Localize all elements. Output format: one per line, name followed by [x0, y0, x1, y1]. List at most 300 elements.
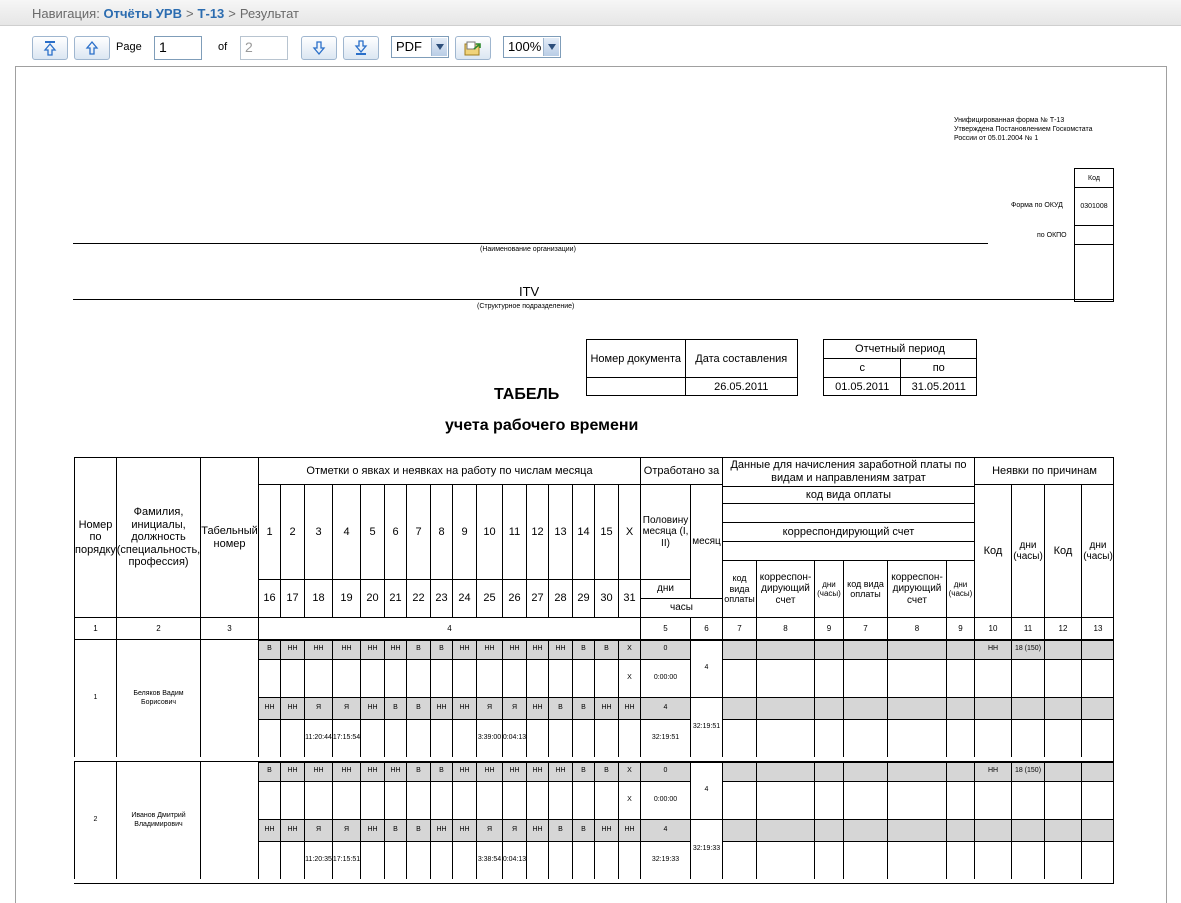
absence-cell	[1081, 639, 1114, 659]
header-day: 15	[594, 484, 618, 579]
day-mark: Я	[304, 697, 332, 719]
day-mark: 11:20:44	[304, 719, 332, 757]
pay-cell	[814, 697, 843, 719]
day-mark	[594, 719, 618, 757]
pay-cell	[843, 781, 887, 819]
header-pay-sub: код вида оплаты	[722, 560, 756, 617]
header-pay-sub: код вида оплаты	[843, 560, 887, 617]
pay-cell	[887, 719, 946, 757]
day-mark: НН	[502, 761, 526, 781]
report-frame-right	[1166, 66, 1167, 903]
org-line	[73, 243, 988, 244]
day-mark: В	[258, 761, 280, 781]
last-page-icon	[354, 40, 368, 56]
half-hours: 0:00:00	[640, 781, 690, 819]
header-day: 27	[526, 579, 548, 617]
employee-num: 2	[74, 761, 116, 879]
pay-cell	[722, 659, 756, 697]
column-number: 9	[946, 617, 974, 639]
absence-cell	[974, 781, 1011, 819]
day-mark: В	[406, 697, 430, 719]
day-mark	[548, 659, 572, 697]
day-mark	[526, 841, 548, 879]
absence-cell	[1081, 697, 1114, 719]
day-mark: НН	[526, 761, 548, 781]
day-mark: НН	[332, 639, 360, 659]
doc-date-value: 26.05.2011	[685, 378, 797, 396]
header-day: 6	[384, 484, 406, 579]
day-mark: НН	[618, 819, 640, 841]
day-mark	[332, 781, 360, 819]
half-days: 4	[640, 819, 690, 841]
employee-num: 1	[74, 639, 116, 757]
day-mark	[304, 781, 332, 819]
period-to-label: по	[901, 359, 977, 378]
day-mark	[526, 781, 548, 819]
pay-cell	[756, 781, 814, 819]
period-from-label: с	[824, 359, 901, 378]
table-right-border	[1113, 457, 1114, 883]
month-days: 4	[690, 761, 722, 819]
pay-cell	[843, 659, 887, 697]
header-pay-sub: дни (часы)	[946, 560, 974, 617]
header-day: 1	[258, 484, 280, 579]
day-mark	[280, 719, 304, 757]
day-mark: НН	[280, 639, 304, 659]
dept-name: ITV	[519, 284, 540, 299]
pay-cell	[722, 819, 756, 841]
absence-cell	[1044, 697, 1081, 719]
header-abs-days-2: дни (часы)	[1081, 484, 1114, 617]
zoom-select[interactable]	[503, 36, 561, 58]
period-from-value: 01.05.2011	[824, 378, 901, 396]
absence-cell	[1044, 639, 1081, 659]
pay-cell	[843, 841, 887, 879]
day-mark	[332, 659, 360, 697]
pay-cell	[843, 639, 887, 659]
employee-tab	[200, 639, 258, 757]
pay-cell	[814, 781, 843, 819]
day-mark	[406, 841, 430, 879]
first-page-button[interactable]	[32, 36, 68, 60]
absence-cell	[1044, 719, 1081, 757]
day-mark	[572, 781, 594, 819]
absence-cell	[1011, 781, 1044, 819]
column-number: 8	[756, 617, 814, 639]
employee-tab	[200, 761, 258, 879]
report-title: ТАБЕЛЬ	[494, 386, 560, 403]
day-mark	[502, 781, 526, 819]
document-box	[586, 339, 798, 396]
day-mark: НН	[526, 639, 548, 659]
export-format-value: PDF	[396, 39, 422, 54]
of-label: of	[218, 41, 228, 53]
day-mark: В	[384, 697, 406, 719]
half-days: 0	[640, 639, 690, 659]
month-days: 4	[690, 639, 722, 697]
day-mark: X	[618, 781, 640, 819]
day-mark: В	[406, 639, 430, 659]
day-mark: 3:39:00	[476, 719, 502, 757]
day-mark: НН	[452, 639, 476, 659]
day-mark	[526, 719, 548, 757]
breadcrumb-current: Результат	[239, 6, 299, 21]
page-label: Page	[116, 41, 142, 53]
column-number: 7	[843, 617, 887, 639]
header-day: 19	[332, 579, 360, 617]
day-mark	[258, 719, 280, 757]
day-mark	[452, 659, 476, 697]
day-mark	[258, 841, 280, 879]
header-day: 4	[332, 484, 360, 579]
header-day: 23	[430, 579, 452, 617]
day-mark	[430, 841, 452, 879]
day-mark: НН	[594, 819, 618, 841]
header-day: 26	[502, 579, 526, 617]
day-mark: Я	[332, 697, 360, 719]
day-mark	[594, 841, 618, 879]
day-mark: НН	[258, 819, 280, 841]
pay-cell	[887, 659, 946, 697]
header-day: 13	[548, 484, 572, 579]
report-toolbar	[0, 30, 1181, 66]
absence-cell	[1044, 659, 1081, 697]
pay-cell	[814, 761, 843, 781]
half-days: 0	[640, 761, 690, 781]
period-to-value: 31.05.2011	[901, 378, 977, 396]
column-number: 7	[722, 617, 756, 639]
pay-cell	[814, 841, 843, 879]
prev-page-button[interactable]	[74, 36, 110, 60]
day-mark: 0:04:13	[502, 841, 526, 879]
day-mark	[572, 719, 594, 757]
report-subtitle: учета рабочего времени	[445, 417, 639, 434]
pay-cell	[887, 761, 946, 781]
day-mark: НН	[476, 761, 502, 781]
pay-cell	[814, 659, 843, 697]
breadcrumb: Навигация: Отчёты УРВ > Т-13 > Результат	[0, 0, 1181, 26]
dept-line	[73, 299, 1114, 300]
pay-cell	[756, 761, 814, 781]
column-number: 9	[814, 617, 843, 639]
day-mark: В	[572, 697, 594, 719]
pay-cell	[814, 819, 843, 841]
half-hours: 32:19:33	[640, 841, 690, 879]
day-mark: В	[406, 761, 430, 781]
day-mark: 3:38:54	[476, 841, 502, 879]
day-mark: 17:15:51	[332, 841, 360, 879]
export-button[interactable]	[455, 36, 491, 60]
next-page-button[interactable]	[301, 36, 337, 60]
column-number: 6	[690, 617, 722, 639]
header-day: 29	[572, 579, 594, 617]
header-day: 14	[572, 484, 594, 579]
day-mark: НН	[430, 819, 452, 841]
header-month: месяц	[690, 484, 722, 598]
doc-number-label: Номер документа	[587, 340, 686, 378]
day-mark	[548, 719, 572, 757]
header-days: дни	[640, 579, 690, 598]
pay-cell	[946, 719, 974, 757]
absence-cell	[1081, 841, 1114, 879]
pay-cell	[946, 781, 974, 819]
absence-cell: НН	[974, 639, 1011, 659]
pay-cell	[756, 639, 814, 659]
breadcrumb-label: Навигация:	[32, 6, 100, 21]
total-pages-field: 2	[240, 36, 288, 60]
next-page-icon	[312, 40, 326, 56]
code-empty	[1075, 245, 1114, 302]
breadcrumb-link-t13[interactable]: Т-13	[197, 6, 225, 21]
header-day: 30	[594, 579, 618, 617]
header-num: Номер по порядку	[74, 457, 116, 617]
pay-cell	[887, 819, 946, 841]
half-days: 4	[640, 697, 690, 719]
day-mark	[360, 841, 384, 879]
dept-caption: (Структурное подразделение)	[477, 303, 575, 310]
pay-cell	[946, 761, 974, 781]
okpo-label: по ОКПО	[1037, 232, 1067, 239]
pay-cell	[843, 719, 887, 757]
pay-cell	[814, 719, 843, 757]
day-mark: В	[548, 697, 572, 719]
day-mark	[502, 659, 526, 697]
pay-cell	[946, 639, 974, 659]
day-mark: В	[572, 819, 594, 841]
header-x: X	[618, 484, 640, 579]
column-number: 5	[640, 617, 690, 639]
day-mark: В	[430, 761, 452, 781]
header-day: 10	[476, 484, 502, 579]
header-day: 5	[360, 484, 384, 579]
half-hours: 0:00:00	[640, 659, 690, 697]
absence-cell	[1011, 659, 1044, 697]
okud-value: 0301008	[1075, 188, 1114, 226]
header-day: 3	[304, 484, 332, 579]
pay-cell	[887, 841, 946, 879]
pay-cell	[843, 761, 887, 781]
header-day: 7	[406, 484, 430, 579]
day-mark: 0:04:13	[502, 719, 526, 757]
page-number-input[interactable]: 1	[154, 36, 202, 60]
header-day: 12	[526, 484, 548, 579]
day-mark	[452, 841, 476, 879]
day-mark	[476, 781, 502, 819]
export-format-select[interactable]	[391, 36, 449, 58]
header-abs-code-2: Код	[1044, 484, 1081, 617]
day-mark	[280, 781, 304, 819]
header-tab: Табельный номер	[200, 457, 258, 617]
day-mark: НН	[384, 639, 406, 659]
day-mark: В	[548, 819, 572, 841]
absence-cell	[974, 719, 1011, 757]
absence-cell	[1011, 697, 1044, 719]
pay-cell	[722, 639, 756, 659]
absence-cell: НН	[974, 761, 1011, 781]
header-corr-empty	[722, 541, 974, 560]
breadcrumb-link-reports[interactable]: Отчёты УРВ	[103, 6, 182, 21]
pay-cell	[814, 639, 843, 659]
day-mark	[548, 781, 572, 819]
header-day: 16	[258, 579, 280, 617]
doc-date-label: Дата составления	[685, 340, 797, 378]
column-number: 1	[74, 617, 116, 639]
pay-cell	[946, 697, 974, 719]
day-mark	[452, 781, 476, 819]
header-hours: часы	[640, 598, 722, 617]
absence-cell	[1044, 841, 1081, 879]
last-page-button[interactable]	[343, 36, 379, 60]
pay-cell	[756, 697, 814, 719]
day-mark	[572, 659, 594, 697]
day-mark: НН	[360, 819, 384, 841]
day-mark: НН	[452, 761, 476, 781]
header-half: Половину месяца (I, II)	[640, 484, 690, 579]
day-mark	[360, 719, 384, 757]
day-mark: В	[572, 639, 594, 659]
header-abs-code: Код	[974, 484, 1011, 617]
day-mark	[280, 659, 304, 697]
pay-cell	[843, 819, 887, 841]
code-header: Код	[1075, 169, 1114, 188]
header-day: 21	[384, 579, 406, 617]
pay-cell	[756, 659, 814, 697]
column-number: 2	[116, 617, 200, 639]
header-pay-sub: дни (часы)	[814, 560, 843, 617]
absence-cell	[1011, 819, 1044, 841]
day-mark: НН	[548, 761, 572, 781]
day-mark: НН	[360, 761, 384, 781]
absence-cell	[974, 841, 1011, 879]
day-mark	[360, 659, 384, 697]
header-day: 22	[406, 579, 430, 617]
day-mark: НН	[360, 639, 384, 659]
report-frame-left	[15, 66, 16, 903]
header-day: 28	[548, 579, 572, 617]
day-mark	[430, 719, 452, 757]
absence-cell	[1081, 819, 1114, 841]
day-mark: НН	[258, 697, 280, 719]
header-day: 2	[280, 484, 304, 579]
pay-cell	[946, 841, 974, 879]
header-marks: Отметки о явках и неявках на работу по числам месяца	[258, 457, 640, 484]
day-mark: НН	[360, 697, 384, 719]
header-day: 17	[280, 579, 304, 617]
day-mark	[572, 841, 594, 879]
pay-cell	[722, 697, 756, 719]
day-mark: НН	[304, 761, 332, 781]
day-mark: Я	[502, 697, 526, 719]
absence-cell: 18 (150)	[1011, 639, 1044, 659]
day-mark	[526, 659, 548, 697]
day-mark: 17:15:54	[332, 719, 360, 757]
day-mark: НН	[332, 761, 360, 781]
pay-cell	[722, 719, 756, 757]
absence-cell	[1011, 841, 1044, 879]
column-number: 13	[1081, 617, 1114, 639]
prev-page-icon	[85, 40, 99, 56]
day-mark: Я	[304, 819, 332, 841]
day-mark	[406, 659, 430, 697]
chevron-down-icon	[543, 38, 559, 56]
day-mark: НН	[384, 761, 406, 781]
day-mark	[594, 781, 618, 819]
form-info-line-2: Утверждена Постановлением Госкомстата	[954, 126, 1093, 133]
form-info-line-1: Унифицированная форма № Т-13	[954, 117, 1065, 124]
absence-cell	[1044, 761, 1081, 781]
pay-cell	[887, 697, 946, 719]
day-mark	[384, 781, 406, 819]
day-mark	[476, 659, 502, 697]
pay-cell	[887, 639, 946, 659]
column-number: 4	[258, 617, 640, 639]
day-mark: В	[594, 761, 618, 781]
okud-label: Форма по ОКУД	[1011, 202, 1063, 209]
absence-cell	[1081, 659, 1114, 697]
day-mark	[384, 841, 406, 879]
day-mark: Я	[476, 819, 502, 841]
day-mark	[594, 659, 618, 697]
period-label: Отчетный период	[824, 340, 977, 359]
month-hours: 32:19:33	[690, 819, 722, 879]
day-mark: Я	[332, 819, 360, 841]
day-mark	[384, 659, 406, 697]
day-mark: НН	[280, 761, 304, 781]
day-mark	[406, 781, 430, 819]
day-mark	[258, 659, 280, 697]
column-number: 8	[887, 617, 946, 639]
day-mark	[304, 659, 332, 697]
header-day: 20	[360, 579, 384, 617]
header-pay-sub: корреспон-дирующий счет	[756, 560, 814, 617]
day-mark: НН	[618, 697, 640, 719]
day-mark	[618, 719, 640, 757]
day-mark	[430, 659, 452, 697]
day-mark	[258, 781, 280, 819]
day-mark: НН	[452, 697, 476, 719]
day-mark: НН	[526, 697, 548, 719]
day-mark: X	[618, 659, 640, 697]
header-pay-sub: корреспон-дирующий счет	[887, 560, 946, 617]
form-info-line-3: России от 05.01.2004 № 1	[954, 135, 1039, 142]
zoom-value: 100%	[508, 39, 542, 54]
day-mark	[548, 841, 572, 879]
absence-cell	[974, 659, 1011, 697]
code-box	[1074, 168, 1114, 302]
header-day: 18	[304, 579, 332, 617]
header-day: 8	[430, 484, 452, 579]
day-mark: НН	[452, 819, 476, 841]
absence-cell	[1081, 719, 1114, 757]
absence-cell: 18 (150)	[1011, 761, 1044, 781]
day-mark: X	[618, 761, 640, 781]
column-number: 11	[1011, 617, 1044, 639]
org-caption: (Наименование организации)	[480, 246, 576, 253]
day-mark: X	[618, 639, 640, 659]
header-day: 31	[618, 579, 640, 617]
day-mark	[280, 841, 304, 879]
day-mark: НН	[548, 639, 572, 659]
day-mark: В	[406, 819, 430, 841]
day-mark	[360, 781, 384, 819]
header-pay-code: код вида оплаты	[722, 486, 974, 503]
header-day: 9	[452, 484, 476, 579]
day-mark	[384, 719, 406, 757]
day-mark: В	[594, 639, 618, 659]
okpo-value	[1075, 226, 1114, 245]
pay-cell	[722, 781, 756, 819]
day-mark: НН	[526, 819, 548, 841]
